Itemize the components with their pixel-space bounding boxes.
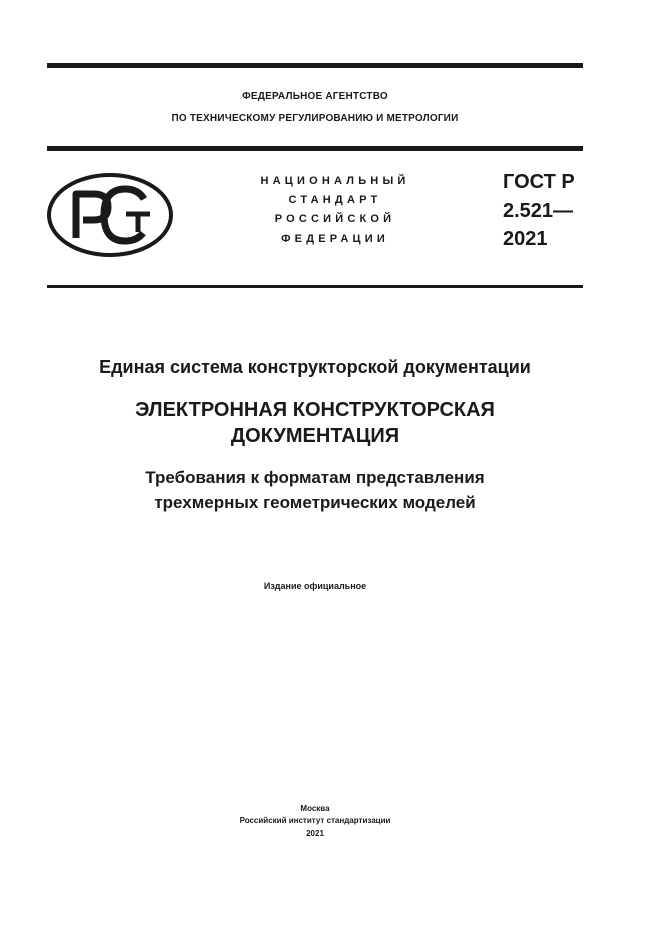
agency-name-line1: ФЕДЕРАЛЬНОЕ АГЕНТСТВО [242, 91, 388, 102]
designation-line3: 2021 [503, 228, 548, 250]
series-title: Единая система конструкторской документации [99, 357, 531, 377]
imprint-year: 2021 [306, 829, 324, 838]
gost-r-emblem-icon [46, 172, 174, 258]
top-rule [47, 63, 583, 68]
designation-line1: ГОСТ Р [503, 171, 575, 193]
edition-note: Издание официальное [263, 581, 367, 591]
main-title-line2: ДОКУМЕНТАЦИЯ [230, 425, 400, 447]
bottom-rule [47, 285, 583, 288]
imprint-city: Москва [300, 804, 330, 813]
subtitle-line2: трехмерных геометрических моделей [154, 493, 476, 512]
designation-line2: 2.521— [503, 200, 574, 222]
middle-rule [47, 146, 583, 151]
subtitle-line1: Требования к форматам представления [145, 468, 485, 487]
standard-type-line2: СТАНДАРТ [288, 194, 382, 206]
standard-type-line4: ФЕДЕРАЦИИ [281, 233, 389, 245]
main-title-line1: ЭЛЕКТРОННАЯ КОНСТРУКТОРСКАЯ [135, 399, 495, 421]
standard-type-line3: РОССИЙСКОЙ [274, 213, 396, 225]
standard-type-line1: НАЦИОНАЛЬНЫЙ [260, 175, 410, 187]
agency-name-line2: ПО ТЕХНИЧЕСКОМУ РЕГУЛИРОВАНИЮ И МЕТРОЛОГИИ [171, 113, 459, 124]
imprint-publisher: Российский институт стандартизации [239, 816, 391, 825]
